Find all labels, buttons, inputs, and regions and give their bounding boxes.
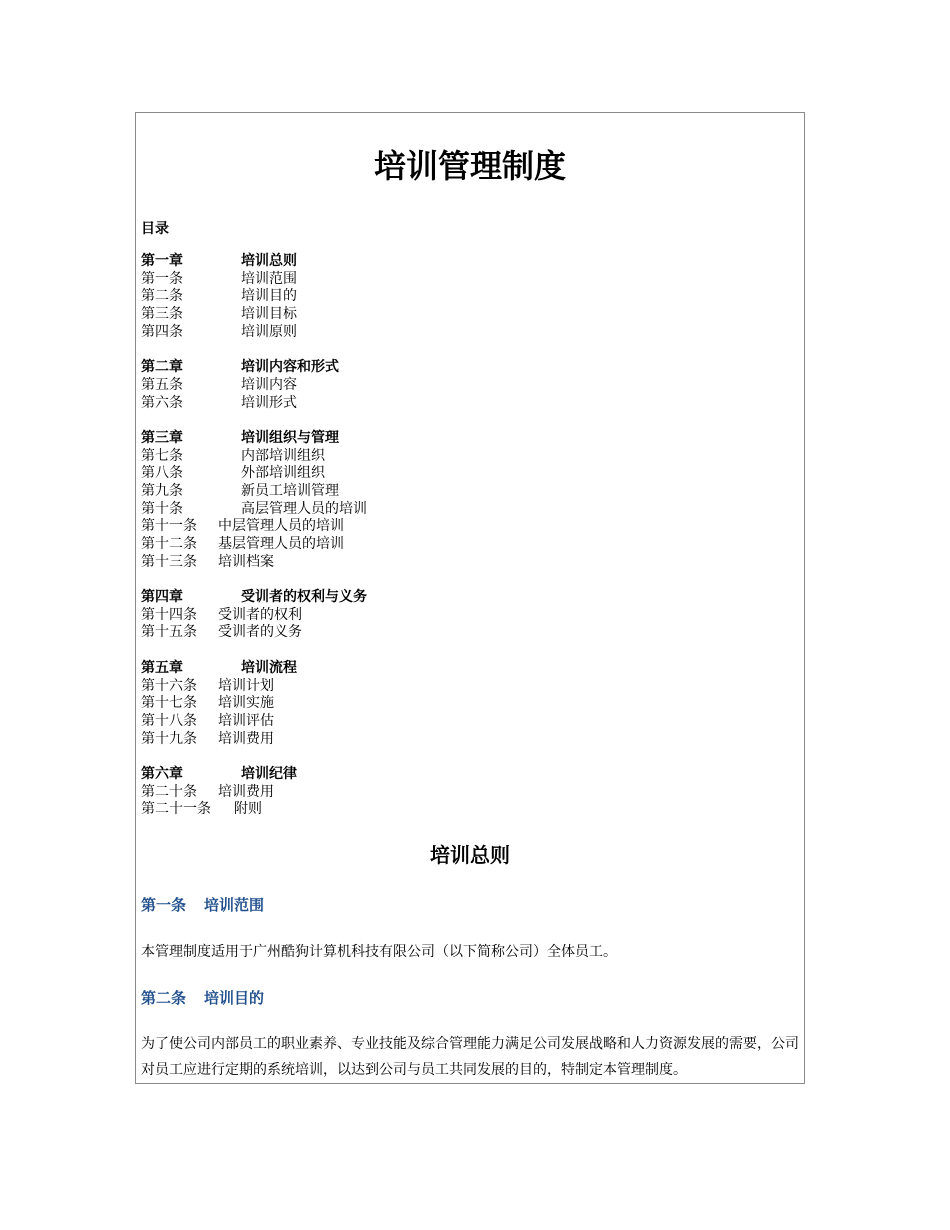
toc-article-number: 第二十条 [141,783,197,800]
toc-article-number: 第十四条 [141,606,197,623]
toc-chapter-name: 培训流程 [241,659,297,676]
toc-article-name: 内部培训组织 [241,447,325,464]
toc-chapter-group [141,589,781,642]
toc-article-number: 第八条 [141,465,183,482]
toc-article-name: 新员工培训管理 [241,482,339,499]
toc-article-entry [141,624,781,642]
toc-article-number: 第四条 [141,323,183,340]
toc-chapter-group [141,430,781,572]
toc-article-entry [141,288,781,306]
toc-article-entry [141,324,781,342]
toc-article-entry [141,395,781,413]
toc-article-number: 第十七条 [141,695,197,712]
toc-article-name: 培训形式 [241,394,297,411]
toc-article-entry [141,713,781,731]
toc-article-number: 第二十一条 [141,801,211,818]
toc-article-name: 培训内容 [241,376,297,393]
toc-article-number: 第十九条 [141,730,197,747]
toc-article-entry [141,483,781,501]
toc-chapter-group [141,660,781,748]
toc-article-entry [141,678,781,696]
toc-article-entry [141,607,781,625]
article-1-body: 本管理制度适用于广州酷狗计算机科技有限公司（以下简称公司）全体员工。 [141,944,617,960]
toc-article-number: 第七条 [141,447,183,464]
toc-article-name: 培训费用 [218,783,274,800]
toc-article-name: 高层管理人员的培训 [241,500,367,517]
article-2-heading [141,987,264,1008]
toc-article-number: 第十六条 [141,677,197,694]
toc-article-entry [141,518,781,536]
article-1-number: 第一条 [141,896,187,914]
toc-chapter-entry [141,589,781,607]
article-1-name: 培训范围 [204,896,265,914]
toc-article-entry [141,465,781,483]
article-2-body: 为了使公司内部员工的职业素养、专业技能及综合管理能力满足公司发展战略和人力资源发展的需要，公司对员工应进行定期的系统培训，以达到公司与员工共同发展的目的，特制定本管理制度。 [141,1036,799,1078]
toc-article-entry [141,536,781,554]
toc-article-entry [141,801,781,819]
toc-chapter-entry [141,253,781,271]
toc-chapter-name: 培训组织与管理 [241,429,339,446]
toc-article-number: 第十一条 [141,518,197,535]
toc-chapter-name: 培训总则 [241,253,297,269]
toc-article-entry [141,695,781,713]
toc-chapter-entry [141,359,781,377]
toc-article-entry [141,448,781,466]
toc-article-name: 培训计划 [218,677,274,694]
document-page [135,112,805,1084]
toc-article-entry [141,554,781,572]
toc-article-number: 第六条 [141,394,183,411]
toc-article-entry [141,377,781,395]
toc-article-number: 第三条 [141,306,183,323]
toc-chapter-name: 培训内容和形式 [241,359,339,376]
toc-article-number: 第一条 [141,270,183,287]
toc-article-entry [141,731,781,749]
toc-article-number: 第十八条 [141,712,197,729]
toc-article-number: 第十条 [141,500,183,517]
toc-article-name: 外部培训组织 [241,465,325,482]
toc-article-name: 培训档案 [218,553,274,570]
article-1-heading [141,894,264,915]
toc-article-name: 培训目的 [241,288,297,305]
article-2-number: 第二条 [141,989,187,1007]
toc-chapter-entry [141,430,781,448]
toc-article-entry [141,784,781,802]
toc-article-entry [141,501,781,519]
toc-chapter-group [141,359,781,412]
article-2-name: 培训目的 [204,989,265,1007]
toc-heading: 目录 [141,221,169,237]
toc-article-name: 培训原则 [241,323,297,340]
toc-chapter-number: 第四章 [141,589,183,606]
toc-chapter-entry [141,660,781,678]
toc-article-name: 中层管理人员的培训 [218,518,344,535]
toc-article-entry [141,306,781,324]
toc-article-number: 第十二条 [141,536,197,552]
toc-chapter-group [141,253,781,341]
toc-article-name: 受训者的义务 [218,624,302,641]
toc-article-number: 第二条 [141,288,183,305]
toc-chapter-number: 第二章 [141,359,183,376]
toc-chapter-group [141,766,781,819]
toc-article-name: 培训费用 [218,730,274,747]
toc-article-name: 受训者的权利 [218,606,302,623]
toc-chapter-number: 第一章 [141,253,183,269]
toc-chapter-number: 第六章 [141,765,183,782]
toc-chapter-entry [141,766,781,784]
toc-article-name: 基层管理人员的培训 [218,536,344,552]
toc-article-number: 第九条 [141,482,183,499]
toc-article-name: 培训评估 [218,712,274,729]
toc-chapter-name: 受训者的权利与义务 [241,589,367,606]
toc-article-entry [141,271,781,289]
toc-article-number: 第十五条 [141,624,197,641]
toc-chapter-number: 第五章 [141,659,183,676]
section-title: 培训总则 [430,843,510,867]
toc-chapter-number: 第三章 [141,429,183,446]
toc-article-name: 培训目标 [241,306,297,323]
toc-article-name: 培训实施 [218,695,274,712]
document-title: 培训管理制度 [373,147,566,185]
toc-article-number: 第十三条 [141,553,197,570]
toc-article-number: 第五条 [141,376,183,393]
toc-chapter-name: 培训纪律 [241,765,297,782]
table-of-contents [141,253,781,837]
toc-article-name: 附则 [234,801,262,818]
toc-article-name: 培训范围 [241,270,297,287]
